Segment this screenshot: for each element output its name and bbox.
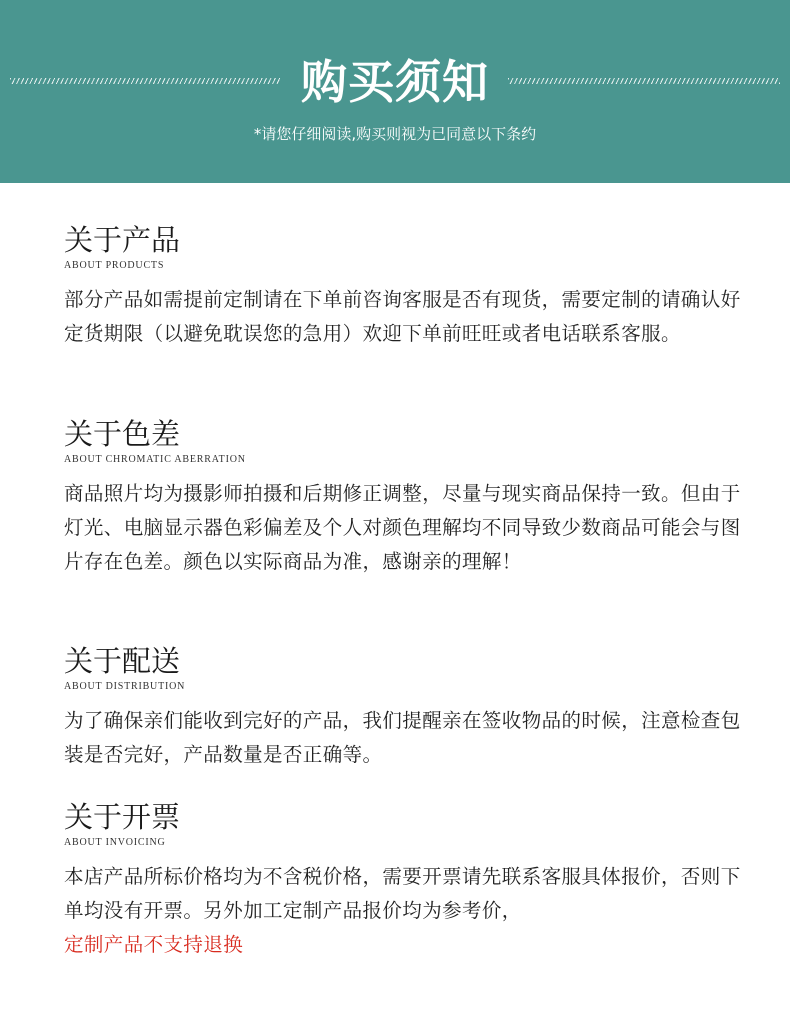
section-body: [64, 860, 744, 962]
banner-subtitle: *请您仔细阅读,购买则视为已同意以下条约: [253, 125, 537, 143]
section-delivery: [64, 642, 744, 772]
section-products: [64, 221, 744, 351]
section-title: 关于色差: [64, 417, 181, 451]
section-body: 为了确保亲们能收到完好的产品，我们提醒亲在签收物品的时候，注意检查包装是否完好，产品数量是否正确等。: [64, 709, 741, 766]
notice-banner: [0, 0, 790, 183]
section-title: 关于配送: [64, 644, 181, 678]
section-subtitle-en: ABOUT DISTRIBUTION: [64, 681, 186, 692]
section-title: 关于开票: [64, 800, 181, 834]
banner-title: 购买须知: [301, 55, 489, 109]
section-body-text: 本店产品所标价格均为不含税价格，需要开票请先联系客服具体报价，否则下单均没有开票。另外加工定制产品报价均为参考价，: [64, 865, 741, 922]
section-color-difference: [64, 415, 744, 579]
no-return-warning: 定制产品不支持退换: [64, 933, 244, 956]
section-subtitle-en: ABOUT INVOICING: [64, 837, 166, 848]
section-invoicing: [64, 798, 744, 962]
section-title: 关于产品: [64, 223, 181, 257]
section-subtitle-en: ABOUT CHROMATIC ABERRATION: [64, 454, 246, 465]
section-body: 部分产品如需提前定制请在下单前咨询客服是否有现货，需要定制的请确认好定货期限（以避免耽误您的急用）欢迎下单前旺旺或者电话联系客服。: [64, 288, 741, 345]
section-body: 商品照片均为摄影师拍摄和后期修正调整，尽量与现实商品保持一致。但由于灯光、电脑显示器色彩偏差及个人对颜色理解均不同导致少数商品可能会与图片存在色差。颜色以实际商品为准，感谢亲的理解！: [64, 482, 741, 573]
section-subtitle-en: ABOUT PRODUCTS: [64, 260, 165, 271]
